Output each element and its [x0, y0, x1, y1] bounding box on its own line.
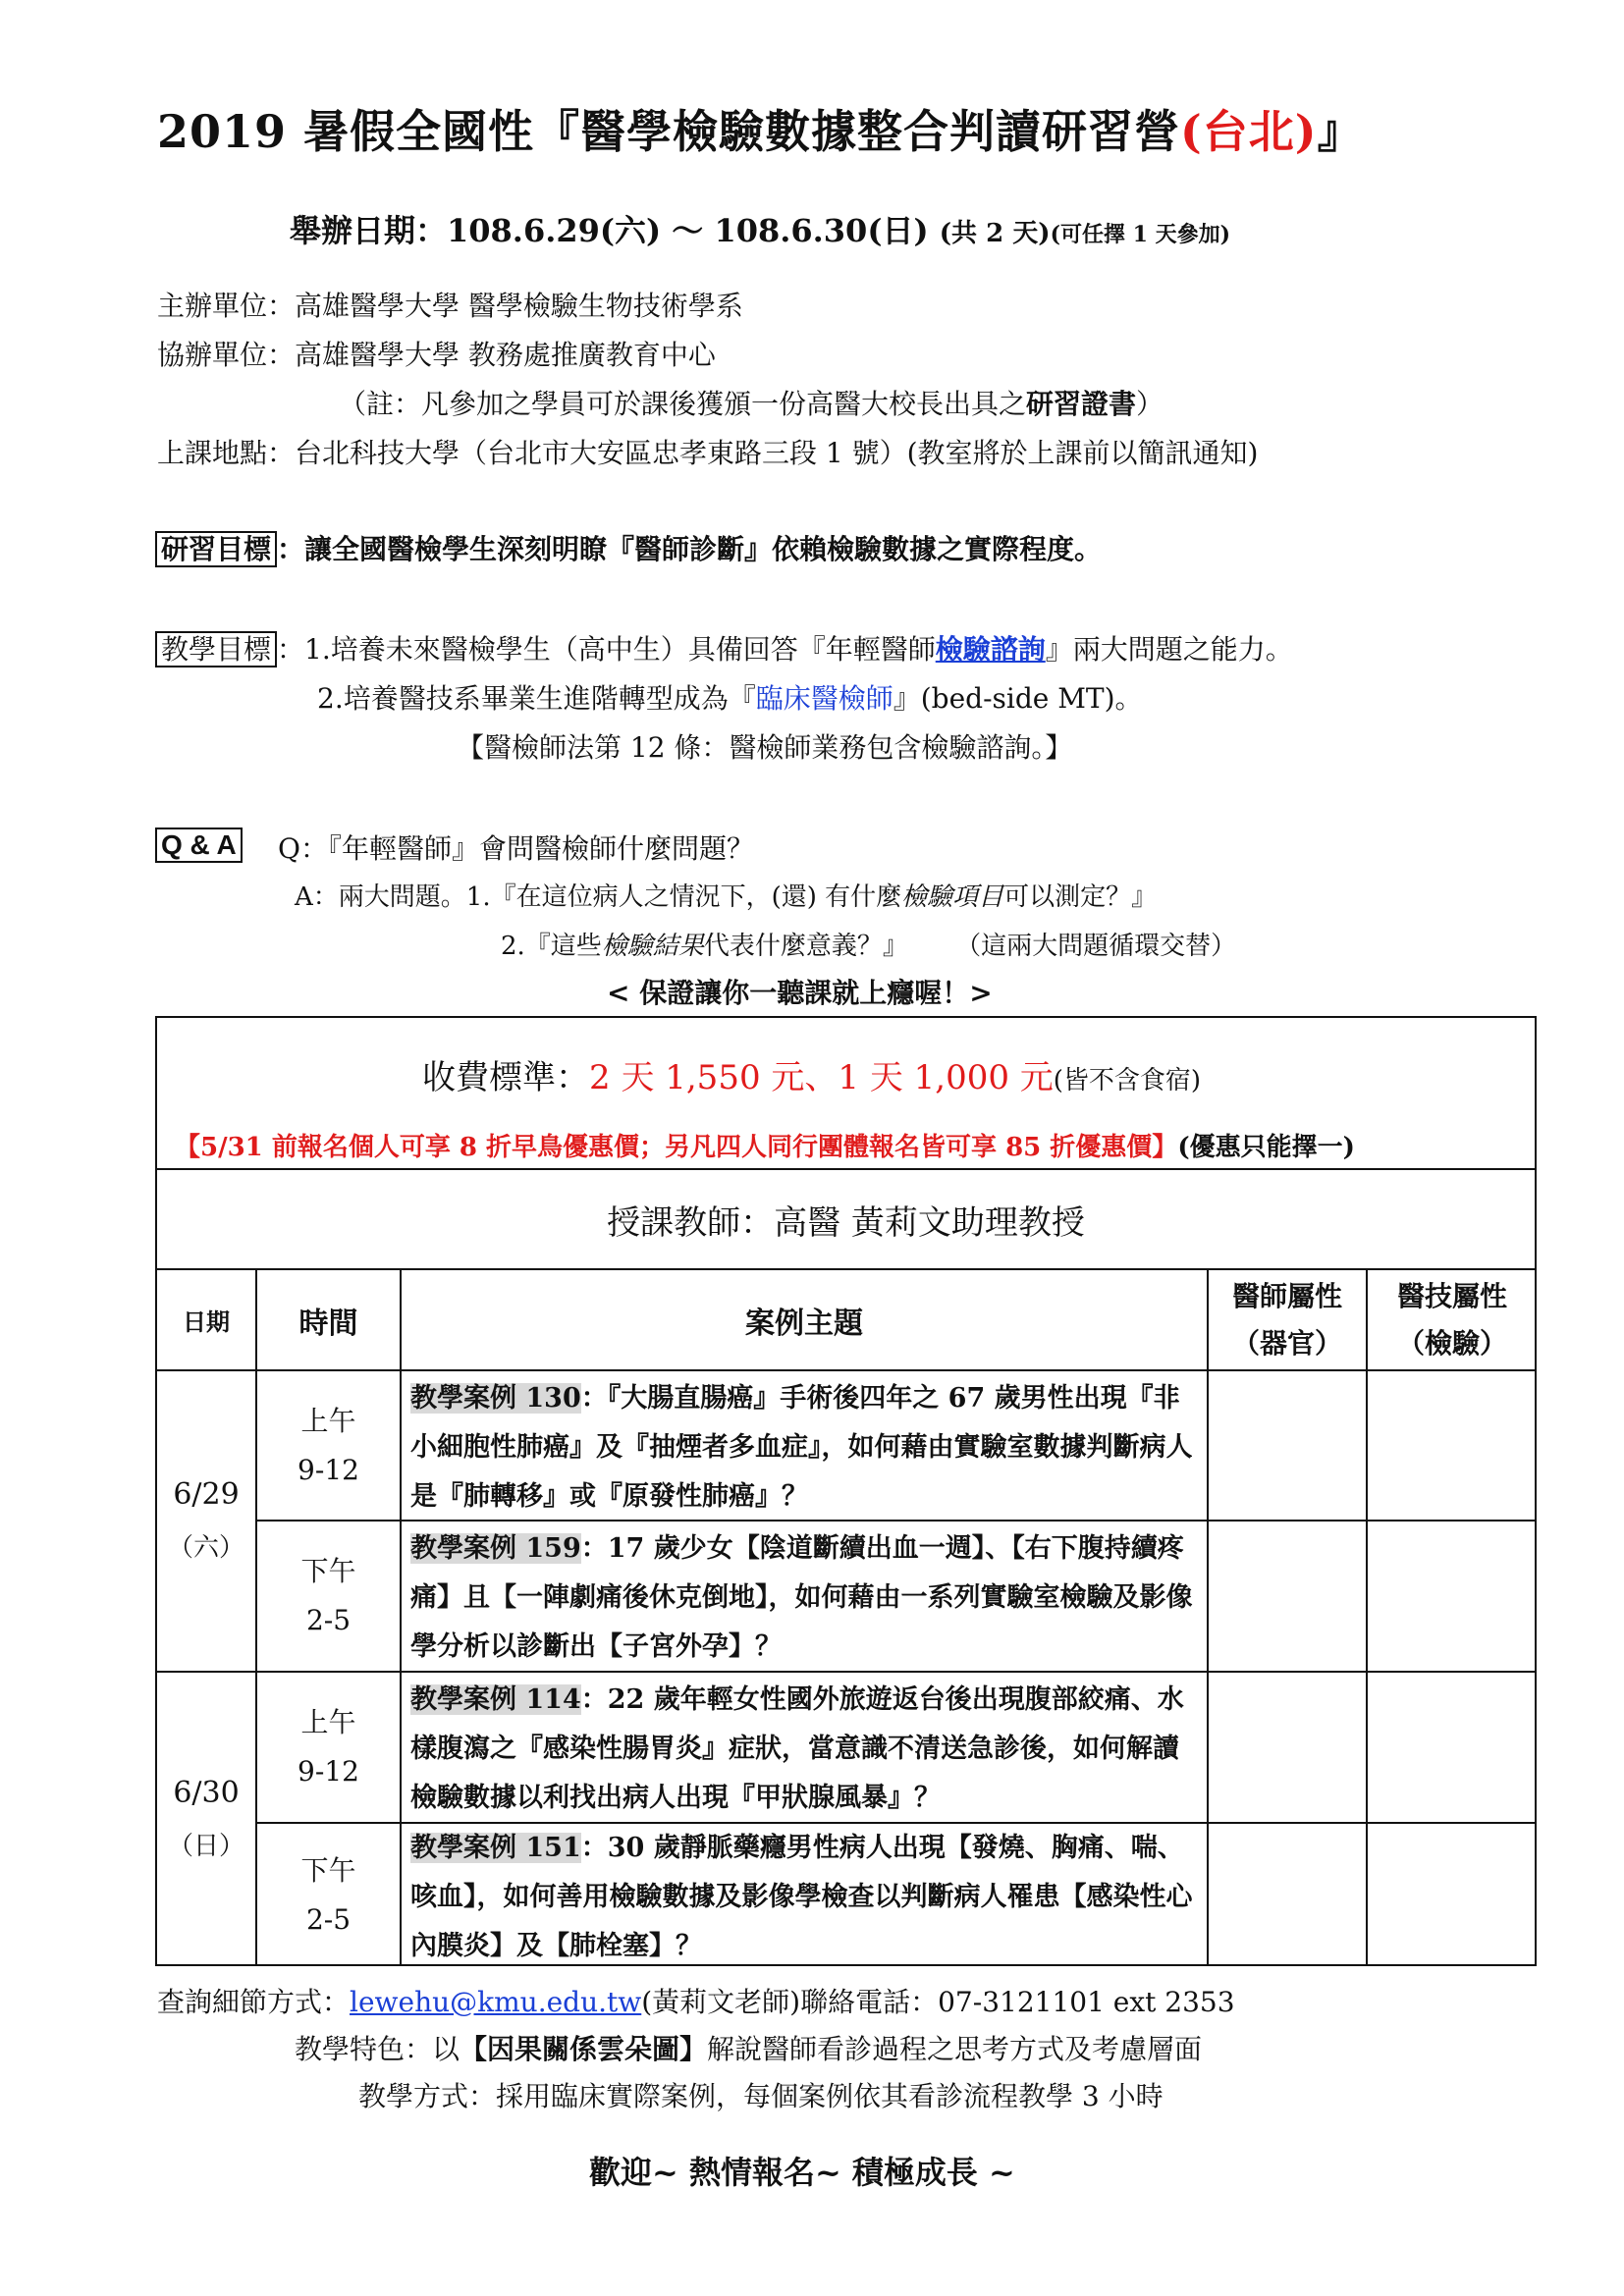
time-period: 下午	[300, 1853, 356, 1887]
header-topic: 案例主題	[745, 1306, 863, 1341]
contact-suffix: (黃莉文老師)聯絡電話：07-3121101 ext 2353	[641, 1986, 1235, 2018]
header-doctor-line2: （器官）	[1231, 1326, 1342, 1360]
feature-suffix: 解說醫師看診過程之思考方式及考慮層面	[707, 2033, 1203, 2065]
qa-answer-1	[295, 877, 1157, 913]
header-date: 日期	[183, 1308, 230, 1336]
teaching-line2-prefix: 2.培養醫技系畢業生進階轉型成為『	[317, 682, 756, 715]
discount-note: (優惠只能擇一)	[1177, 1133, 1355, 1162]
event-dates	[290, 206, 1230, 251]
page-title	[157, 96, 1364, 161]
day-date: 6/29	[173, 1476, 240, 1512]
case-text: ：『大腸直腸癌』手術後四年之 67 歲男性出現『非小細胞性肺癌』及『抽煙者多血症』，如何藉由實驗室數據判斷病人是『肺轉移』或『原發性肺癌』？	[410, 1383, 1193, 1512]
header-time: 時間	[298, 1306, 358, 1341]
case-text: ：30 歲靜脈藥癮男性病人出現【發燒、胸痛、喘、咳血】，如何善用檢驗數據及影像學檢查以判斷病人罹患【感染性心內膜炎】及【肺栓塞】？	[410, 1833, 1193, 1961]
case-topic	[410, 1824, 1196, 1971]
qa-label: Q & A	[155, 828, 243, 863]
time-hours: 9-12	[298, 1453, 359, 1486]
fees-note: (皆不含食宿)	[1053, 1066, 1202, 1095]
case-number: 教學案例 130	[410, 1383, 581, 1414]
organizer: 主辦單位：高雄醫學大學 醫學檢驗生物技術學系	[157, 290, 743, 322]
time-period: 下午	[300, 1555, 356, 1587]
teaching-method: 教學方式：採用臨床實際案例，每個案例依其看診流程教學 3 小時	[358, 2080, 1164, 2112]
time-hours: 9-12	[298, 1755, 359, 1788]
consultation-link[interactable]: 檢驗諮詢	[935, 633, 1046, 666]
instructor: 授課教師：高醫 黃莉文助理教授	[607, 1202, 1085, 1243]
qa-a2-note: （這兩大問題循環交替）	[955, 932, 1237, 961]
contact-prefix: 查詢細節方式：	[157, 1986, 351, 2018]
day-cell	[157, 1371, 255, 1671]
discount	[175, 1127, 1355, 1163]
time-cell	[257, 1824, 400, 1966]
objective-text: ：讓全國醫檢學生深刻明瞭『醫師診斷』依賴檢驗數據之實際程度。	[277, 533, 1103, 565]
contact	[157, 1981, 1235, 2020]
qa-question: Q：『年輕醫師』會問醫檢師什麼問題？	[278, 832, 754, 865]
time-cell	[257, 1522, 400, 1671]
case-text: ：17 歲少女【陰道斷續出血一週】、【右下腹持續疼痛】且【一陣劇痛後休克倒地】，如何藉由一系列實驗室檢驗及影像學分析以診斷出【子宮外孕】？	[410, 1533, 1193, 1662]
header-doctor	[1209, 1270, 1366, 1369]
objective-label: 研習目標	[155, 531, 277, 567]
case-topic	[410, 1524, 1196, 1672]
qa-a2-prefix: 2.『這些	[501, 932, 602, 961]
case-number: 教學案例 159	[410, 1533, 581, 1564]
dates-total: (共 2 天)	[939, 219, 1051, 248]
dates-label: 舉辦日期：108.6.29(六) ～ 108.6.30(日)	[290, 212, 929, 249]
email-link[interactable]: lewehu@kmu.edu.tw	[350, 1986, 642, 2018]
case-number: 教學案例 151	[410, 1833, 581, 1863]
certificate-note-bold: 研習證書	[1026, 388, 1137, 420]
co-organizer: 協辦單位：高雄醫學大學 教務處推廣教育中心	[157, 339, 716, 371]
qa-a1-italic: 檢驗項目	[901, 882, 1004, 912]
qa-answer-2	[501, 926, 1236, 962]
time-cell	[257, 1371, 400, 1520]
discount-text: 【5/31 前報名個人可享 8 折早鳥優惠價；另凡四人同行團體報名皆可享 85 折優惠價】	[175, 1133, 1178, 1162]
header-tech-line1: 醫技屬性	[1396, 1279, 1507, 1312]
fees-amount: 2 天 1,550 元、1 天 1,000 元	[589, 1058, 1054, 1097]
day-date: 6/30	[173, 1775, 240, 1810]
qa-a1-prefix: A：兩大問題。1.『在這位病人之情況下，(還) 有什麼	[295, 882, 902, 912]
day-weekday: （六）	[167, 1532, 244, 1563]
case-number: 教學案例 114	[410, 1684, 581, 1715]
qa-a1-suffix: 可以測定？』	[1003, 882, 1158, 912]
qa-a2-italic: 檢驗結果	[601, 932, 704, 961]
guarantee: < 保證讓你一聽課就上癮喔！>	[607, 977, 993, 1009]
time-period: 上午	[300, 1706, 356, 1738]
case-topic	[410, 1676, 1196, 1823]
time-hours: 2-5	[305, 1902, 352, 1936]
title-location: (台北)	[1180, 105, 1318, 158]
certificate-note-suffix: ）	[1136, 388, 1164, 420]
certificate-note	[339, 383, 1164, 422]
law-note: 【醫檢師法第 12 條：醫檢師業務包含檢驗諮詢。】	[457, 731, 1073, 764]
header-tech-line2: （檢驗）	[1396, 1326, 1507, 1360]
venue: 上課地點：台北科技大學（台北市大安區忠孝東路三段 1 號）(教室將於上課前以簡訊通知)	[157, 437, 1259, 469]
teaching-feature	[295, 2028, 1202, 2067]
teaching-line1-prefix: ：1.培養未來醫檢學生（高中生）具備回答『年輕醫師	[277, 633, 936, 666]
time-period: 上午	[300, 1404, 356, 1437]
teaching-line2-blue: 臨床醫檢師	[755, 682, 893, 715]
case-topic	[410, 1374, 1196, 1522]
fees-label: 收費標準：	[422, 1058, 589, 1097]
fees	[422, 1050, 1201, 1098]
case-text: ：22 歲年輕女性國外旅遊返台後出現腹部絞痛、水樣腹瀉之『感染性腸胃炎』症狀，當意識不清送急診後，如何解讀檢驗數據以利找出病人出現『甲狀腺風暴』？	[410, 1684, 1184, 1813]
day-cell	[157, 1673, 255, 1966]
teaching-goal-1	[155, 628, 1293, 667]
feature-bold: 【因果關係雲朵圖】	[460, 2033, 708, 2065]
teaching-goal-2	[317, 677, 1143, 717]
teaching-line1-suffix: 』兩大問題之能力。	[1045, 633, 1293, 666]
day-weekday: （日）	[167, 1831, 244, 1861]
certificate-note-prefix: （註：凡參加之學員可於課後獲頒一份高醫大校長出具之	[339, 388, 1027, 420]
header-tech	[1368, 1270, 1537, 1369]
title-end: 』	[1317, 105, 1364, 158]
qa-a2-suffix: 代表什麼意義？』	[703, 932, 908, 961]
dates-note: (可任擇 1 天參加)	[1050, 222, 1231, 247]
teaching-label: 教學目標	[155, 631, 277, 667]
welcome: 歡迎~ 熱情報名~ 積極成長 ~	[589, 2154, 1015, 2191]
time-cell	[257, 1673, 400, 1822]
header-doctor-line1: 醫師屬性	[1231, 1279, 1342, 1312]
time-hours: 2-5	[305, 1604, 352, 1636]
feature-prefix: 教學特色：以	[295, 2033, 460, 2065]
objective	[155, 528, 1102, 567]
title-main: 2019 暑假全國性『醫學檢驗數據整合判讀研習營	[157, 105, 1181, 158]
teaching-line2-suffix: 』(bed-side MT)。	[893, 682, 1143, 715]
